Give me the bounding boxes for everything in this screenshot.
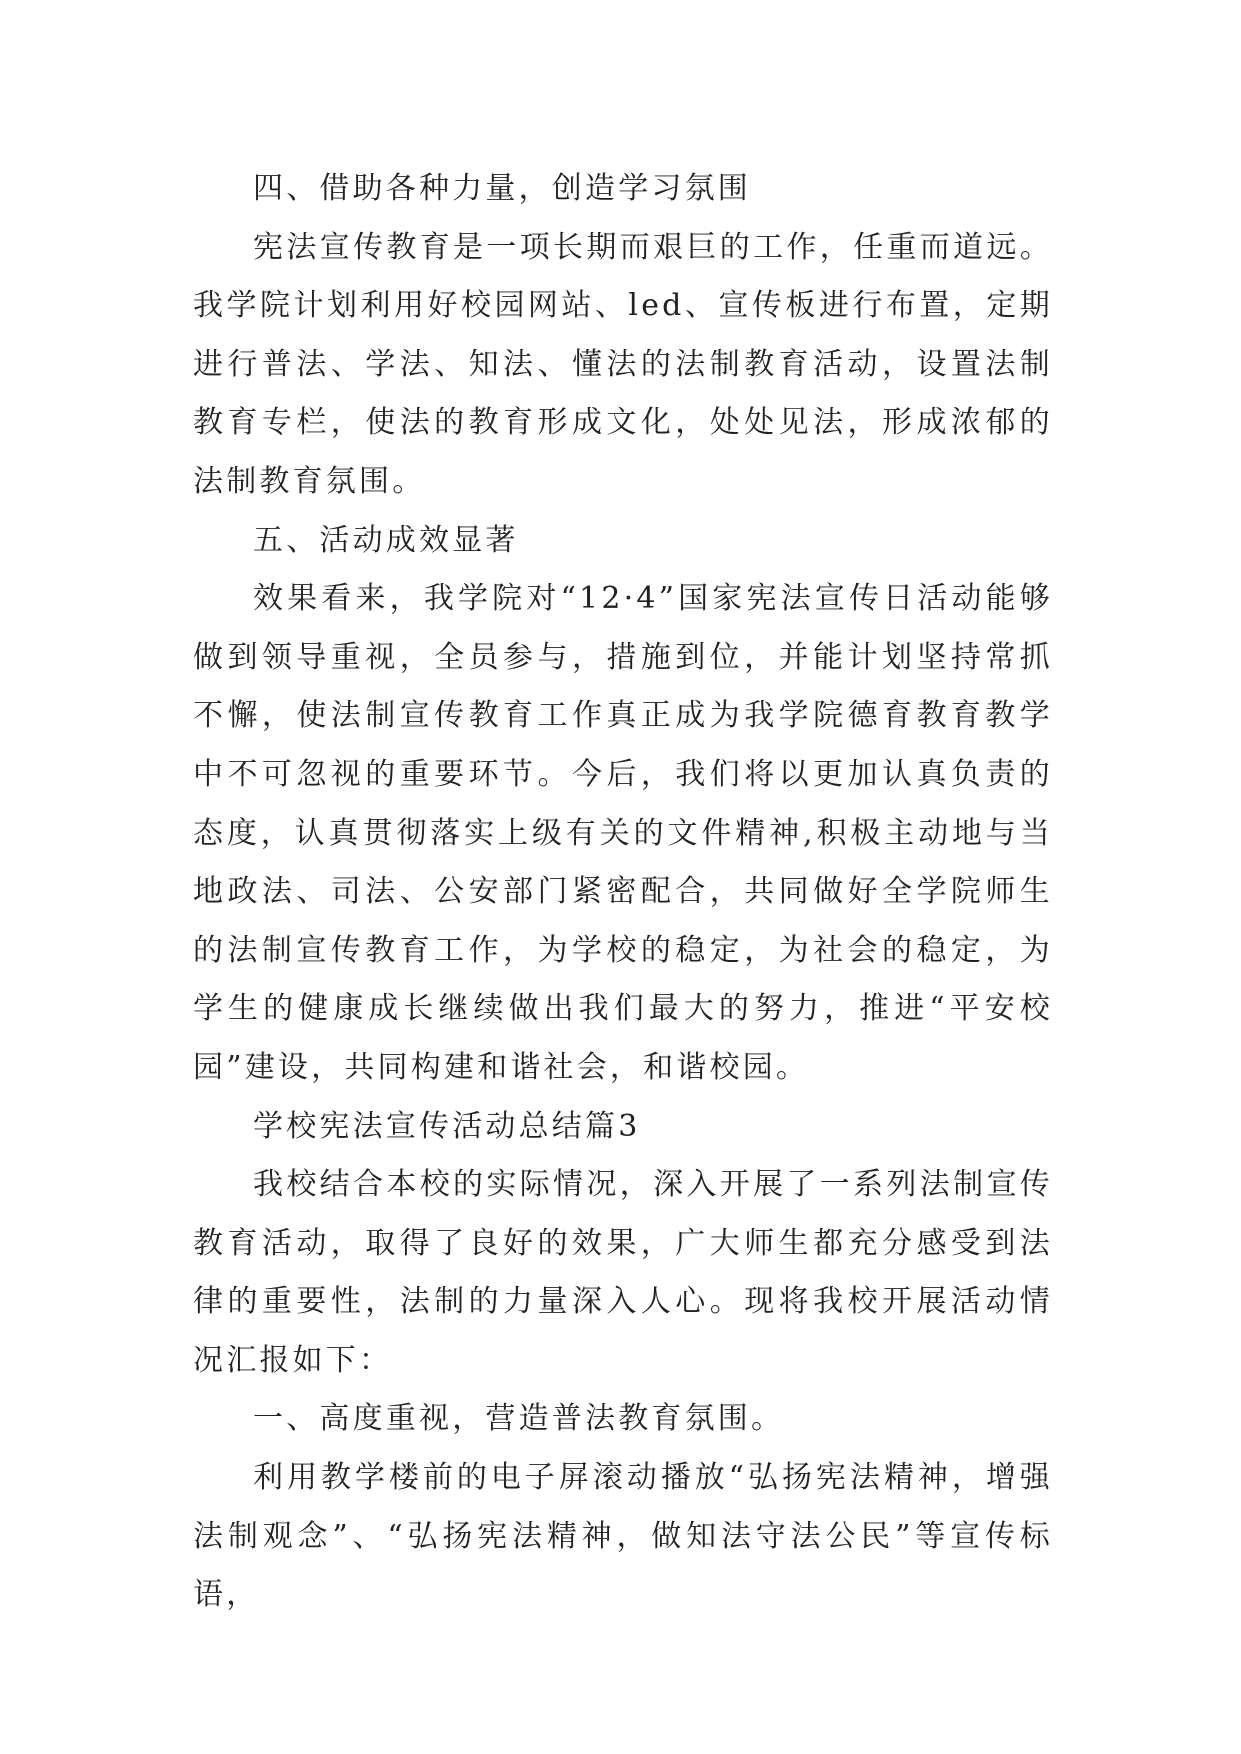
document-body bbox=[193, 160, 1053, 1625]
section-heading-1: 一、高度重视，营造普法教育氛围。 bbox=[253, 1401, 785, 1437]
paragraph-4-body: 宪法宣传教育是一项长期而艰巨的工作，任重而道远。我学院计划利用好校园网站、led、宣传板进行布置，定期进行普法、学法、知法、懂法的法制教育活动，设置法制教育专栏，使法的教育形成文化，处处见法，形成浓郁的法制教育氛围。 bbox=[193, 229, 1053, 499]
paragraph-1-body: 利用教学楼前的电子屏滚动播放“弘扬宪法精神，增强法制观念”、“弘扬宪法精神，做知法守法公民”等宣传标语， bbox=[193, 1460, 1053, 1613]
section-heading-4: 四、借助各种力量，创造学习氛围 bbox=[253, 171, 751, 206]
article-title-3: 学校宪法宣传活动总结篇3 bbox=[253, 1108, 641, 1144]
section-heading-5: 五、活动成效显著 bbox=[253, 522, 519, 558]
paragraph-intro-3: 我校结合本校的实际情况，深入开展了一系列法制宣传教育活动，取得了良好的效果，广大师生都充分感受到法律的重要性，法制的力量深入人心。现将我校开展活动情况汇报如下： bbox=[193, 1167, 1053, 1378]
paragraph-5-body: 效果看来，我学院对“12·4”国家宪法宣传日活动能够做到领导重视，全员参与，措施到位，并能计划坚持常抓不懈，使法制宣传教育工作真正成为我学院德育教育教学中不可忽视的重要环节。今后，我们将以更加认真负责的态度，认真贯彻落实上级有关的文件精神,积极主动地与当地政法、司法、公安部门紧密配合，共同做好全学院师生的法制宣传教育工作，为学校的稳定，为社会的稳定，为学生的健康成长继续做出我们最大的努力，推进“平安校园”建设，共同构建和谐社会，和谐校园。 bbox=[193, 581, 1053, 1085]
